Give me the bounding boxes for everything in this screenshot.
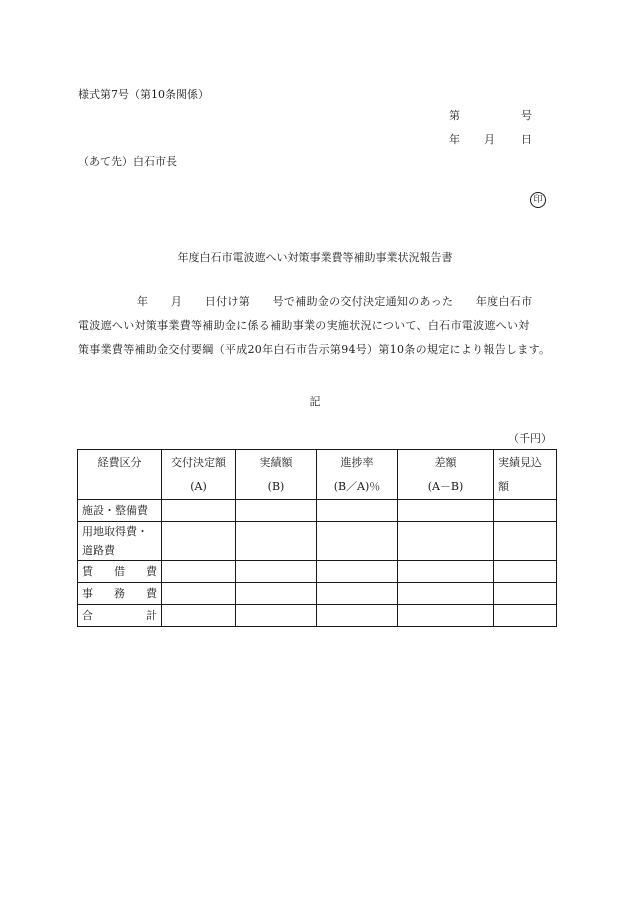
value-cell bbox=[317, 561, 398, 583]
table-row bbox=[78, 583, 557, 605]
body-line-3: 策事業費等補助金交付要綱（平成20年白石市告示第94号）第10条の規定により報告します。 bbox=[78, 343, 551, 356]
seal-mark: 印 bbox=[530, 192, 546, 208]
value-cell bbox=[398, 500, 494, 522]
value-cell bbox=[398, 605, 494, 627]
unit-label: （千円） bbox=[508, 432, 552, 445]
value-cell bbox=[317, 583, 398, 605]
header-decided-amount: 交付決定額 (A) bbox=[162, 450, 236, 500]
value-cell bbox=[162, 561, 236, 583]
value-cell bbox=[494, 561, 557, 583]
category-cell: 施設・整備費 bbox=[78, 500, 162, 522]
value-cell bbox=[398, 522, 494, 561]
header-actual-amount: 実績額 (B) bbox=[236, 450, 317, 500]
form-number: 様式第7号（第10条関係） bbox=[78, 88, 209, 101]
document-number-prefix: 第 bbox=[449, 109, 460, 122]
table-row bbox=[78, 605, 557, 627]
table-header-row bbox=[78, 450, 557, 500]
category-cell: 賃借費 bbox=[78, 561, 162, 583]
value-cell bbox=[317, 605, 398, 627]
value-cell bbox=[398, 561, 494, 583]
table-row bbox=[78, 522, 557, 561]
date-day-label: 日 bbox=[521, 133, 532, 146]
addressee: （あて先）白石市長 bbox=[78, 155, 177, 168]
value-cell bbox=[162, 583, 236, 605]
value-cell bbox=[236, 605, 317, 627]
document-number-suffix: 号 bbox=[521, 109, 532, 122]
table-row bbox=[78, 561, 557, 583]
value-cell bbox=[162, 605, 236, 627]
value-cell bbox=[236, 583, 317, 605]
header-progress-rate: 進捗率 (B／A)％ bbox=[317, 450, 398, 500]
body-line-2: 電波遮へい対策事業費等補助金に係る補助事業の実施状況について、白石市電波遮へい対 bbox=[78, 319, 530, 332]
table-row bbox=[78, 500, 557, 522]
value-cell bbox=[398, 583, 494, 605]
category-cell: 事務費 bbox=[78, 583, 162, 605]
body-line-1: 年 月 日付け第 号で補助金の交付決定通知のあった 年度白石市 bbox=[137, 295, 533, 308]
header-expected-amount: 実績見込 額 bbox=[494, 450, 557, 500]
value-cell bbox=[162, 500, 236, 522]
date-year-label: 年 bbox=[449, 133, 460, 146]
document-title: 年度白石市電波遮へい対策事業費等補助事業状況報告書 bbox=[177, 251, 453, 264]
category-cell: 合計 bbox=[78, 605, 162, 627]
ki-heading: 記 bbox=[309, 395, 321, 408]
category-cell: 用地取得費・道路費 bbox=[78, 522, 162, 561]
header-category: 経費区分 bbox=[78, 450, 162, 500]
value-cell bbox=[236, 522, 317, 561]
date-month-label: 月 bbox=[484, 133, 495, 146]
value-cell bbox=[236, 500, 317, 522]
value-cell bbox=[494, 522, 557, 561]
value-cell bbox=[317, 500, 398, 522]
value-cell bbox=[494, 583, 557, 605]
value-cell bbox=[494, 605, 557, 627]
body-paragraph bbox=[78, 290, 558, 362]
value-cell bbox=[236, 561, 317, 583]
report-table bbox=[77, 449, 557, 627]
value-cell bbox=[317, 522, 398, 561]
value-cell bbox=[494, 500, 557, 522]
value-cell bbox=[162, 522, 236, 561]
header-difference: 差額 (A－B) bbox=[398, 450, 494, 500]
